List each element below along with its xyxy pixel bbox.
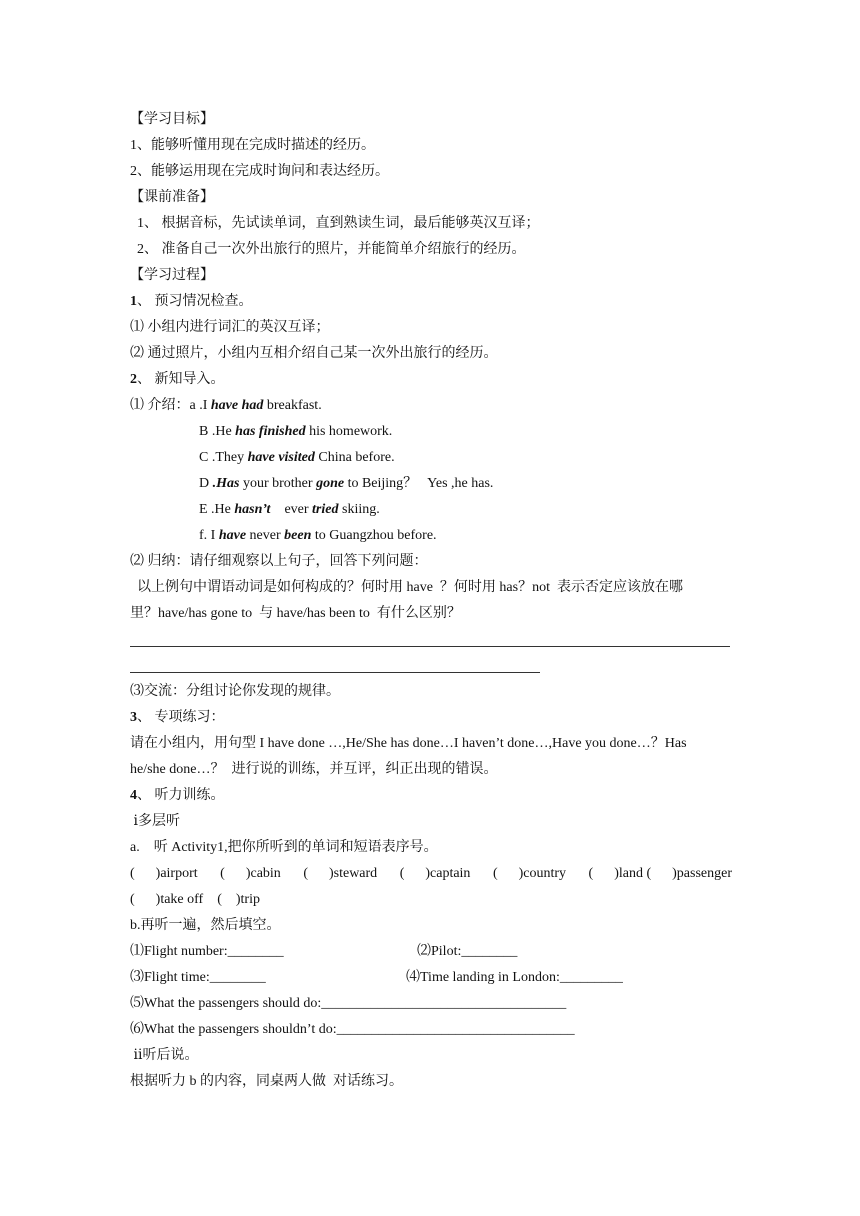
section-4-title xyxy=(130,787,225,805)
goals-heading: 【学习目标】 xyxy=(130,112,214,127)
summary-line: ⑵ 归纳：请仔细观察以上句子，回答下列问题： xyxy=(130,554,428,569)
word-list-row-2[interactable]: ( )take off ( )trip xyxy=(130,892,260,907)
example-d-rest: to Beijing？ Yes ,he has. xyxy=(344,476,494,491)
section-1-text: 、 预习情况检查。 xyxy=(137,294,253,309)
task-b-line: b.再听一遍，然后填空。 xyxy=(130,918,281,933)
question-line-2: 里？have/has gone to 与 have/has been to 有什么区别？ xyxy=(130,606,461,621)
fill-flight-time[interactable]: ⑶Flight time:________ xyxy=(130,970,266,985)
section-2-title xyxy=(130,371,225,389)
word-cabin[interactable]: ( )cabin xyxy=(220,866,281,881)
example-c-rest: China before. xyxy=(314,450,395,465)
answer-line-2[interactable] xyxy=(130,672,540,673)
example-f xyxy=(199,527,437,545)
example-b-rest: his homework. xyxy=(305,424,393,439)
section-1-number: 1 xyxy=(130,294,137,309)
example-c-text: C .They xyxy=(199,450,248,465)
section-3-line-1: 请在小组内，用句型 I have done …,He/She has done…I haven’t done…,Have you done…？Has xyxy=(130,736,687,751)
fill-landing-time[interactable]: ⑷Time landing in London:_________ xyxy=(406,970,623,985)
section-2-number: 2 xyxy=(130,372,137,387)
section-4-text: 、 听力训练。 xyxy=(137,788,225,803)
example-a-verb: have had xyxy=(210,398,264,413)
prep-item-1: 1、 根据音标，先试读单词，直到熟读生词，最后能够英汉互译； xyxy=(130,216,540,231)
word-captain[interactable]: ( )captain xyxy=(399,866,471,881)
example-f-text: f. I xyxy=(199,528,219,543)
section-1-item-1: ⑴ 小组内进行词汇的英汉互译； xyxy=(130,320,330,335)
goal-item-2: 2、能够运用现在完成时询问和表达经历。 xyxy=(130,164,389,179)
example-e xyxy=(199,501,380,519)
word-airport[interactable]: ( )airport xyxy=(130,866,198,881)
section-2-text: 、 新知导入。 xyxy=(137,372,225,387)
example-c-verb: have visited xyxy=(247,450,315,465)
example-d-mid: your brother xyxy=(239,476,317,491)
example-f-rest: to Guangzhou before. xyxy=(311,528,437,543)
example-f-verb: been xyxy=(284,528,312,543)
task-a-line: a. 听 Activity1,把你所听到的单词和短语表序号。 xyxy=(130,840,438,855)
example-e-aux: hasn’t xyxy=(234,502,271,517)
answer-line-1[interactable] xyxy=(130,646,730,647)
section-1-title xyxy=(130,293,253,311)
prep-item-2: 2、 准备自己一次外出旅行的照片，并能简单介绍旅行的经历。 xyxy=(130,242,526,257)
prep-heading: 【课前准备】 xyxy=(130,190,214,205)
example-f-mid: never xyxy=(246,528,285,543)
example-a-text: a .I xyxy=(189,398,211,413)
example-b-text: B .He xyxy=(199,424,236,439)
section-3-title xyxy=(130,709,225,727)
word-country[interactable]: ( )country xyxy=(492,866,567,881)
example-d xyxy=(199,475,493,493)
section-3-line-2: he/she done…？ 进行说的训练，并互评，纠正出现的错误。 xyxy=(130,762,498,777)
example-e-mid: ever xyxy=(270,502,313,517)
discuss-line: ⑶交流：分组讨论你发现的规律。 xyxy=(130,684,340,699)
section-4-number: 4 xyxy=(130,788,137,803)
section-1-item-2: ⑵ 通过照片，小组内互相介绍自己某一次外出旅行的经历。 xyxy=(130,346,498,361)
example-e-rest: skiing. xyxy=(338,502,380,517)
example-f-aux: have xyxy=(218,528,247,543)
fill-flight-number[interactable]: ⑴Flight number:________ xyxy=(130,944,284,959)
process-heading: 【学习过程】 xyxy=(130,268,214,283)
example-b-verb: has finished xyxy=(235,424,306,439)
word-land-passenger[interactable]: ( )land ( )passenger xyxy=(588,866,732,881)
example-c xyxy=(199,449,395,467)
sub-ii-label: ⅱ听后说。 xyxy=(130,1048,199,1063)
fill-should-do[interactable]: ⑸What the passengers should do:___________________________________ xyxy=(130,996,567,1011)
final-instruction: 根据听力 b 的内容，同桌两人做 对话练习。 xyxy=(130,1074,403,1089)
fill-shouldnt-do[interactable]: ⑹What the passengers shouldn’t do:__________________________________ xyxy=(130,1022,575,1037)
section-3-number: 3 xyxy=(130,710,137,725)
example-a xyxy=(130,397,322,415)
example-d-verb: gone xyxy=(316,476,345,491)
section-3-text: 、 专项练习： xyxy=(137,710,225,725)
word-steward[interactable]: ( )steward xyxy=(303,866,378,881)
goal-item-1: 1、能够听懂用现在完成时描述的经历。 xyxy=(130,138,375,153)
example-e-text: E .He xyxy=(199,502,235,517)
example-d-text: D xyxy=(199,476,213,491)
example-d-aux: .Has xyxy=(212,476,240,491)
intro-label: ⑴ 介绍： xyxy=(130,398,190,413)
example-e-verb: tried xyxy=(312,502,339,517)
question-line-1: 以上例句中谓语动词是如何构成的？何时用 have ？何时用 has？not 表示否定应该放在哪 xyxy=(130,580,683,595)
example-b xyxy=(199,423,392,441)
sub-i-label: ⅰ多层听 xyxy=(130,814,180,829)
word-list-row xyxy=(130,865,732,883)
fill-pilot[interactable]: ⑵Pilot:________ xyxy=(417,944,518,959)
example-a-rest: breakfast. xyxy=(263,398,322,413)
